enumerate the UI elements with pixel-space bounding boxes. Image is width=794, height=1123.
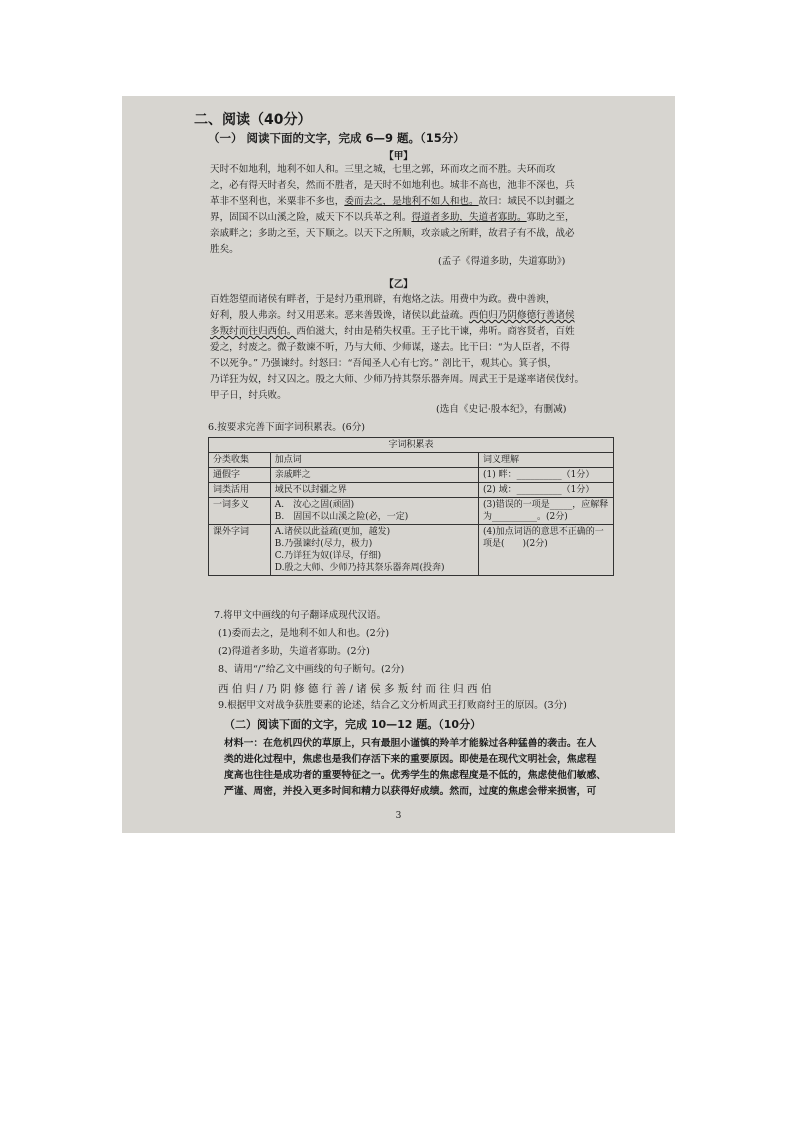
q7-prompt: 7.将甲文中画线的句子翻译成现代汉语。 [214, 610, 387, 621]
yi-line-4: 爱之，纣废之。微子数谏不听，乃与大师、少师谋，遂去。比干曰：“为人臣者，不得 [210, 342, 570, 353]
jia-underlined-sentence-2: 得道者多助，失道者寡助。 [411, 212, 527, 223]
answer-blank-3: (3)错误的一项是_____，应解释为__________。(2分) [478, 498, 613, 525]
yi-line-3: 多叛纣而往归西伯。西伯滋大，纣由是稍失权重。王子比干谏，弗听。商容贤者，百姓 [210, 326, 575, 337]
answer-blank-1: (1) 畔：__________（1分） [478, 468, 613, 483]
q7-item-1: (1)委而去之，是地利不如人和也。(2分) [218, 628, 390, 639]
material-line-2: 类的进化过程中，焦虑也是我们存活下来的重要原因。即使是在现代文明社会，焦虑程 [224, 754, 597, 765]
material-line-1: 材料一：在危机四伏的草原上，只有最胆小谨慎的羚羊才能躲过各种猛兽的袭击。在人 [224, 738, 597, 749]
yi-wavy-sentence-2: 多叛纣而往归西伯。 [210, 326, 297, 337]
page-number: 3 [395, 811, 402, 821]
header-category: 分类收集 [209, 453, 271, 468]
q6-prompt: 6.按要求完善下面字词积累表。(6分) [208, 422, 366, 433]
jia-line-3: 革非不坚利也，米粟非不多也，委而去之，是地利不如人和也。故曰：域民不以封疆之 [210, 196, 575, 207]
table-row: 词类活用 域民不以封疆之界 (2) 域：__________（1分） [209, 483, 614, 498]
jia-line-4: 界，固国不以山溪之险，威天下不以兵革之利。得道者多助，失道者寡助。寡助之至， [210, 212, 575, 223]
q8-prompt: 8、请用“/”给乙文中画线的句子断句。(2分) [218, 664, 405, 675]
yi-line-7: 甲子日，纣兵败。 [210, 390, 287, 401]
yi-line-5: 不以死争。” 乃强谏纣。纣怒曰：“吾闻圣人心有七窍。” 剖比干，观其心。箕子惧， [210, 358, 557, 369]
header-meaning: 词义理解 [478, 453, 613, 468]
jia-line-5: 亲戚畔之；多助之至，天下顺之。以天下之所顺，攻亲戚之所畔，故君子有不战，战必 [210, 228, 575, 239]
jia-line-6: 胜矣。 [210, 244, 239, 255]
table-row: 通假字 亲戚畔之 (1) 畔：__________（1分） [209, 468, 614, 483]
q9-prompt: 9.根据甲文对战争获胜要素的论述，结合乙文分析周武王打败商纣王的原因。(3分) [218, 700, 567, 711]
jia-source: (孟子《得道多助，失道寡助》) [438, 256, 566, 267]
material-line-4: 严谨、周密，并投入更多时间和精力以获得好成绩。然而，过度的焦虑会带来损害，可 [224, 786, 597, 797]
yi-line-1: 百姓怨望而诸侯有畔者，于是纣乃重刑辟，有炮烙之法。用费中为政。费中善谀， [210, 294, 556, 305]
jia-line-1: 天时不如地利，地利不如人和。三里之城，七里之郭，环而攻之而不胜。夫环而攻 [210, 164, 556, 175]
word-table [208, 437, 614, 576]
jia-label: 【甲】 [384, 151, 413, 162]
part1-title: （一） 阅读下面的文字，完成 6—9 题。（15分） [208, 131, 465, 145]
part2-title: （二）阅读下面的文字，完成 10—12 题。（10分） [224, 718, 482, 731]
answer-blank-2: (2) 域：__________（1分） [478, 483, 613, 498]
yi-wavy-sentence-1: 西伯归乃阴修德行善诸侯 [469, 310, 575, 321]
q8-sentence: 西 伯 归 / 乃 阴 修 德 行 善 / 诸 侯 多 叛 纣 而 往 归 西 伯 [218, 683, 492, 695]
photographed-exam-page [122, 96, 675, 833]
table-row: 课外字词 A.诸侯以此益疏(更加，越发) B.乃强谏纣(尽力，极力) C.乃详狂为奴(详尽，仔细) D.殷之大师、少师乃持其祭乐器奔周(投奔) (4)加点词语的意思不正确的一项是( )(2分) [209, 525, 614, 576]
section-title: 二、阅读（40分） [194, 112, 312, 128]
yi-line-2: 好利，殷人弗亲。纣又用恶来。恶来善毁谗，诸侯以此益疏。西伯归乃阴修德行善诸侯 [210, 310, 575, 321]
answer-blank-4: (4)加点词语的意思不正确的一项是( )(2分) [478, 525, 613, 576]
word-table-title: 字词积累表 [209, 438, 614, 453]
yi-label: 【乙】 [384, 279, 413, 290]
jia-line-2: 之，必有得天时者矣，然而不胜者，是天时不如地利也。城非不高也，池非不深也，兵 [210, 180, 575, 191]
jia-underlined-sentence-1: 委而去之，是地利不如人和也。 [344, 196, 479, 207]
header-word: 加点词 [270, 453, 478, 468]
q7-item-2: (2)得道者多助，失道者寡助。(2分) [218, 646, 370, 657]
yi-line-6: 乃详狂为奴，纣又囚之。殷之大师、少师乃持其祭乐器奔周。周武王于是遂率诸侯伐纣。 [210, 374, 585, 385]
yi-source: (选自《史记·殷本纪》，有删减) [436, 404, 567, 415]
table-row: 一词多义 A. 汝心之固(顽固) B. 固国不以山溪之险(必，一定) (3)错误的一项是_____，应解释为__________。(2分) [209, 498, 614, 525]
material-line-3: 度高也往往是成功者的重要特征之一。优秀学生的焦虑程度是不低的，焦虑使他们敏感、 [224, 770, 607, 781]
